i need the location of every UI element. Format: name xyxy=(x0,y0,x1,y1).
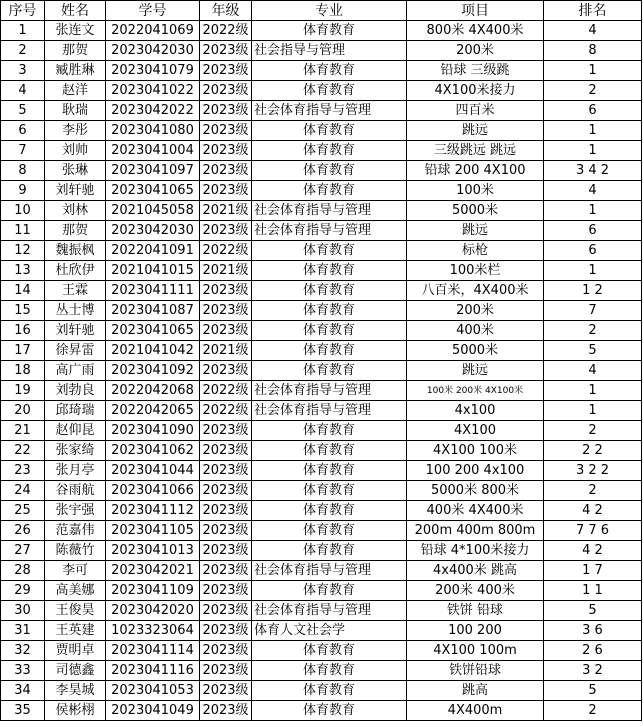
student-id: 2022042068 xyxy=(106,381,200,401)
student-id: 2023041053 xyxy=(106,681,200,701)
rank: 1 2 xyxy=(544,281,642,301)
student-id: 2023041111 xyxy=(106,281,200,301)
row-index: 25 xyxy=(1,501,45,521)
major: 社会体育指导与管理 xyxy=(252,201,407,221)
row-index: 6 xyxy=(1,121,45,141)
rank: 4 xyxy=(544,181,642,201)
rank: 1 xyxy=(544,141,642,161)
rank: 7 xyxy=(544,301,642,321)
row-index: 14 xyxy=(1,281,45,301)
row-index: 17 xyxy=(1,341,45,361)
row-index: 33 xyxy=(1,661,45,681)
row-index: 16 xyxy=(1,321,45,341)
row-index: 31 xyxy=(1,621,45,641)
rank: 1 xyxy=(544,261,642,281)
row-index: 20 xyxy=(1,401,45,421)
student-id: 2023041087 xyxy=(106,301,200,321)
event: 5000米 xyxy=(407,201,544,221)
major: 体育教育 xyxy=(252,421,407,441)
rank: 1 xyxy=(544,381,642,401)
event: 铅球 4*100米接力 xyxy=(407,541,544,561)
student-name: 范嘉伟 xyxy=(45,521,106,541)
student-name: 刘轩驰 xyxy=(45,181,106,201)
row-index: 2 xyxy=(1,41,45,61)
student-id: 2023041049 xyxy=(106,701,200,721)
student-id: 2023041066 xyxy=(106,481,200,501)
major: 体育教育 xyxy=(252,241,407,261)
table-row xyxy=(1,441,642,461)
student-id: 2023042030 xyxy=(106,41,200,61)
major: 体育教育 xyxy=(252,281,407,301)
major: 体育教育 xyxy=(252,21,407,41)
student-name: 赵洋 xyxy=(45,81,106,101)
student-name: 那贺 xyxy=(45,41,106,61)
row-index: 32 xyxy=(1,641,45,661)
student-id: 2023042020 xyxy=(106,601,200,621)
table-row xyxy=(1,261,642,281)
major: 体育教育 xyxy=(252,661,407,681)
major: 体育教育 xyxy=(252,501,407,521)
student-name: 王俊昊 xyxy=(45,601,106,621)
event: 4x400米 跳高 xyxy=(407,561,544,581)
student-name: 丛士博 xyxy=(45,301,106,321)
student-name: 刘勃良 xyxy=(45,381,106,401)
event: 铁饼铅球 xyxy=(407,661,544,681)
grade: 2023级 xyxy=(200,421,252,441)
event: 铅球 200 4X100 xyxy=(407,161,544,181)
major: 体育教育 xyxy=(252,161,407,181)
student-id: 2023041062 xyxy=(106,441,200,461)
student-name: 高广雨 xyxy=(45,361,106,381)
row-index: 29 xyxy=(1,581,45,601)
student-id: 2023041109 xyxy=(106,581,200,601)
grade: 2023级 xyxy=(200,41,252,61)
table-row xyxy=(1,61,642,81)
row-index: 10 xyxy=(1,201,45,221)
major: 体育教育 xyxy=(252,261,407,281)
event: 跳远 xyxy=(407,121,544,141)
table-row xyxy=(1,141,642,161)
table-row xyxy=(1,81,642,101)
major: 社会体育指导与管理 xyxy=(252,101,407,121)
event: 400米 4X400米 xyxy=(407,501,544,521)
grade: 2023级 xyxy=(200,641,252,661)
event: 4X100米接力 xyxy=(407,81,544,101)
student-id: 2023041065 xyxy=(106,321,200,341)
row-index: 34 xyxy=(1,681,45,701)
row-index: 24 xyxy=(1,481,45,501)
event: 5000米 xyxy=(407,341,544,361)
rank: 4 2 xyxy=(544,501,642,521)
student-id: 2023041079 xyxy=(106,61,200,81)
major: 体育教育 xyxy=(252,341,407,361)
student-name: 徐昇雷 xyxy=(45,341,106,361)
student-id: 2023041112 xyxy=(106,501,200,521)
event: 200米 xyxy=(407,41,544,61)
table-row xyxy=(1,201,642,221)
rank: 2 xyxy=(544,81,642,101)
table-row xyxy=(1,661,642,681)
rank: 7 7 6 xyxy=(544,521,642,541)
major: 体育教育 xyxy=(252,481,407,501)
row-index: 19 xyxy=(1,381,45,401)
rank: 1 xyxy=(544,121,642,141)
table-row xyxy=(1,521,642,541)
rank: 3 6 xyxy=(544,621,642,641)
major: 体育人文社会学 xyxy=(252,621,407,641)
row-index: 7 xyxy=(1,141,45,161)
major: 社会体育指导与管理 xyxy=(252,601,407,621)
student-name: 刘帅 xyxy=(45,141,106,161)
student-id-header: 学号 xyxy=(106,1,200,21)
student-name: 赵仰昆 xyxy=(45,421,106,441)
table-body xyxy=(1,21,642,721)
grade: 2023级 xyxy=(200,601,252,621)
table-row xyxy=(1,581,642,601)
table-row xyxy=(1,421,642,441)
table-row xyxy=(1,621,642,641)
rank: 1 1 xyxy=(544,581,642,601)
major: 体育教育 xyxy=(252,61,407,81)
row-index: 1 xyxy=(1,21,45,41)
rank: 1 xyxy=(544,61,642,81)
major: 体育教育 xyxy=(252,681,407,701)
rank: 4 xyxy=(544,361,642,381)
event: 400米 xyxy=(407,321,544,341)
major: 体育教育 xyxy=(252,641,407,661)
grade: 2022级 xyxy=(200,21,252,41)
row-index: 12 xyxy=(1,241,45,261)
rank-header: 排名 xyxy=(544,1,642,21)
student-id: 2023041022 xyxy=(106,81,200,101)
student-id: 2023041013 xyxy=(106,541,200,561)
student-id: 2023041090 xyxy=(106,421,200,441)
rank: 8 xyxy=(544,41,642,61)
rank: 6 xyxy=(544,101,642,121)
major: 体育教育 xyxy=(252,181,407,201)
rank: 5 xyxy=(544,681,642,701)
major: 体育教育 xyxy=(252,121,407,141)
row-index: 27 xyxy=(1,541,45,561)
table-row xyxy=(1,101,642,121)
row-index: 26 xyxy=(1,521,45,541)
table-row xyxy=(1,181,642,201)
row-index: 22 xyxy=(1,441,45,461)
student-id: 2023041065 xyxy=(106,181,200,201)
student-name: 高美娜 xyxy=(45,581,106,601)
table-row xyxy=(1,681,642,701)
student-name: 李可 xyxy=(45,561,106,581)
grade: 2023级 xyxy=(200,181,252,201)
grade: 2022级 xyxy=(200,241,252,261)
student-name: 王英建 xyxy=(45,621,106,641)
grade: 2021级 xyxy=(200,341,252,361)
major: 体育教育 xyxy=(252,301,407,321)
table-row xyxy=(1,121,642,141)
major: 体育教育 xyxy=(252,141,407,161)
student-id: 2023042030 xyxy=(106,221,200,241)
event: 铁饼 铅球 xyxy=(407,601,544,621)
row-index: 8 xyxy=(1,161,45,181)
student-name: 侯彬栩 xyxy=(45,701,106,721)
row-index: 13 xyxy=(1,261,45,281)
student-id: 2023041105 xyxy=(106,521,200,541)
grade: 2023级 xyxy=(200,541,252,561)
grade: 2021级 xyxy=(200,261,252,281)
row-index: 18 xyxy=(1,361,45,381)
student-name: 那贺 xyxy=(45,221,106,241)
rank: 3 4 2 xyxy=(544,161,642,181)
grade: 2023级 xyxy=(200,121,252,141)
table-row xyxy=(1,361,642,381)
student-name: 臧胜琳 xyxy=(45,61,106,81)
event: 八百米，4X400米 xyxy=(407,281,544,301)
name-header: 姓名 xyxy=(45,1,106,21)
student-id: 2023041080 xyxy=(106,121,200,141)
event: 标枪 xyxy=(407,241,544,261)
student-name: 刘轩驰 xyxy=(45,321,106,341)
table-row xyxy=(1,481,642,501)
table-row xyxy=(1,381,642,401)
student-id: 2022041091 xyxy=(106,241,200,261)
student-id: 2023041004 xyxy=(106,141,200,161)
table-row xyxy=(1,161,642,181)
student-name: 李昊城 xyxy=(45,681,106,701)
grade: 2023级 xyxy=(200,461,252,481)
row-index: 23 xyxy=(1,461,45,481)
grade: 2023级 xyxy=(200,561,252,581)
rank: 1 xyxy=(544,201,642,221)
index-header: 序号 xyxy=(1,1,45,21)
student-id: 2021045058 xyxy=(106,201,200,221)
rank: 6 xyxy=(544,241,642,261)
major-header: 专业 xyxy=(252,1,407,21)
grade: 2023级 xyxy=(200,501,252,521)
event: 三级跳远 跳远 xyxy=(407,141,544,161)
major: 体育教育 xyxy=(252,521,407,541)
student-id: 1023323064 xyxy=(106,621,200,641)
row-index: 15 xyxy=(1,301,45,321)
major: 社会体育指导与管理 xyxy=(252,381,407,401)
table-row xyxy=(1,341,642,361)
header-row xyxy=(1,1,642,21)
student-id: 2023041114 xyxy=(106,641,200,661)
event: 4X100 100m xyxy=(407,641,544,661)
major: 体育教育 xyxy=(252,581,407,601)
grade: 2023级 xyxy=(200,361,252,381)
event: 100 200 4x100 xyxy=(407,461,544,481)
major: 体育教育 xyxy=(252,81,407,101)
major: 社会体育指导与管理 xyxy=(252,561,407,581)
row-index: 28 xyxy=(1,561,45,581)
table-row xyxy=(1,281,642,301)
rank: 2 xyxy=(544,481,642,501)
table-row xyxy=(1,321,642,341)
major: 体育教育 xyxy=(252,541,407,561)
student-name: 杜欣伊 xyxy=(45,261,106,281)
row-index: 35 xyxy=(1,701,45,721)
event: 800米 4X400米 xyxy=(407,21,544,41)
table-row xyxy=(1,21,642,41)
grade-header: 年级 xyxy=(200,1,252,21)
grade: 2023级 xyxy=(200,701,252,721)
rank: 2 xyxy=(544,421,642,441)
major: 体育教育 xyxy=(252,361,407,381)
table-row xyxy=(1,701,642,721)
student-name: 邱琦瑞 xyxy=(45,401,106,421)
student-id: 2023041097 xyxy=(106,161,200,181)
grade: 2023级 xyxy=(200,481,252,501)
event: 200米 400米 xyxy=(407,581,544,601)
student-id: 2023041116 xyxy=(106,661,200,681)
row-index: 30 xyxy=(1,601,45,621)
student-name: 王霖 xyxy=(45,281,106,301)
event: 跳高 xyxy=(407,681,544,701)
student-name: 张家绮 xyxy=(45,441,106,461)
event: 100 200 xyxy=(407,621,544,641)
table-row xyxy=(1,561,642,581)
table-row xyxy=(1,221,642,241)
grade: 2023级 xyxy=(200,321,252,341)
rank: 4 2 xyxy=(544,541,642,561)
grade: 2023级 xyxy=(200,81,252,101)
table-row xyxy=(1,541,642,561)
grade: 2023级 xyxy=(200,221,252,241)
student-name: 张月亭 xyxy=(45,461,106,481)
grade: 2023级 xyxy=(200,521,252,541)
grade: 2023级 xyxy=(200,281,252,301)
rank: 6 xyxy=(544,221,642,241)
event: 4X400m xyxy=(407,701,544,721)
table-row xyxy=(1,241,642,261)
event: 4X100 xyxy=(407,421,544,441)
grade: 2023级 xyxy=(200,441,252,461)
row-index: 11 xyxy=(1,221,45,241)
event: 跳远 xyxy=(407,361,544,381)
rank: 2 xyxy=(544,701,642,721)
student-id: 2021041015 xyxy=(106,261,200,281)
student-name: 李彤 xyxy=(45,121,106,141)
grade: 2021级 xyxy=(200,201,252,221)
row-index: 9 xyxy=(1,181,45,201)
student-id: 2023042021 xyxy=(106,561,200,581)
event: 200米 xyxy=(407,301,544,321)
student-id: 2022041069 xyxy=(106,21,200,41)
table-row xyxy=(1,301,642,321)
student-name: 魏振枫 xyxy=(45,241,106,261)
rank: 1 7 xyxy=(544,561,642,581)
major: 体育教育 xyxy=(252,461,407,481)
grade: 2022级 xyxy=(200,381,252,401)
grade: 2023级 xyxy=(200,61,252,81)
student-name: 陈薇竹 xyxy=(45,541,106,561)
event: 四百米 xyxy=(407,101,544,121)
row-index: 3 xyxy=(1,61,45,81)
event: 100米 200米 4X100米 xyxy=(407,381,544,401)
grade: 2023级 xyxy=(200,581,252,601)
student-name: 耿瑞 xyxy=(45,101,106,121)
major: 社会体育指导与管理 xyxy=(252,221,407,241)
rank: 3 2 xyxy=(544,661,642,681)
student-id: 2023041092 xyxy=(106,361,200,381)
grade: 2023级 xyxy=(200,101,252,121)
event: 跳远 xyxy=(407,221,544,241)
event: 100米栏 xyxy=(407,261,544,281)
event: 200m 400m 800m xyxy=(407,521,544,541)
major: 社会体育指导与管理 xyxy=(252,401,407,421)
grade: 2023级 xyxy=(200,621,252,641)
event: 5000米 800米 xyxy=(407,481,544,501)
row-index: 5 xyxy=(1,101,45,121)
student-name: 贾明卓 xyxy=(45,641,106,661)
rank: 5 xyxy=(544,341,642,361)
event: 4x100 xyxy=(407,401,544,421)
rank: 3 2 2 xyxy=(544,461,642,481)
rank: 1 xyxy=(544,401,642,421)
event-header: 项目 xyxy=(407,1,544,21)
event: 铅球 三级跳 xyxy=(407,61,544,81)
grade: 2023级 xyxy=(200,141,252,161)
student-name: 谷雨航 xyxy=(45,481,106,501)
grade: 2023级 xyxy=(200,661,252,681)
table-row xyxy=(1,501,642,521)
event: 4X100 100米 xyxy=(407,441,544,461)
rank: 2 2 xyxy=(544,441,642,461)
table-row xyxy=(1,601,642,621)
grade: 2022级 xyxy=(200,401,252,421)
table-row xyxy=(1,41,642,61)
student-id: 2021041042 xyxy=(106,341,200,361)
student-id: 2022042065 xyxy=(106,401,200,421)
table-row xyxy=(1,641,642,661)
grade: 2023级 xyxy=(200,681,252,701)
table-row xyxy=(1,401,642,421)
event: 100米 xyxy=(407,181,544,201)
major: 体育教育 xyxy=(252,441,407,461)
student-name: 刘林 xyxy=(45,201,106,221)
row-index: 4 xyxy=(1,81,45,101)
rank: 4 xyxy=(544,21,642,41)
row-index: 21 xyxy=(1,421,45,441)
major: 体育教育 xyxy=(252,701,407,721)
rank: 5 xyxy=(544,601,642,621)
grade: 2023级 xyxy=(200,301,252,321)
student-name: 张琳 xyxy=(45,161,106,181)
student-name: 张宇强 xyxy=(45,501,106,521)
rank: 2 xyxy=(544,321,642,341)
student-name: 司德鑫 xyxy=(45,661,106,681)
table-row xyxy=(1,461,642,481)
student-name: 张连文 xyxy=(45,21,106,41)
major: 社会指导与管理 xyxy=(252,41,407,61)
grade: 2023级 xyxy=(200,161,252,181)
major: 体育教育 xyxy=(252,321,407,341)
rank: 2 6 xyxy=(544,641,642,661)
student-id: 2023042022 xyxy=(106,101,200,121)
student-id: 2023041044 xyxy=(106,461,200,481)
